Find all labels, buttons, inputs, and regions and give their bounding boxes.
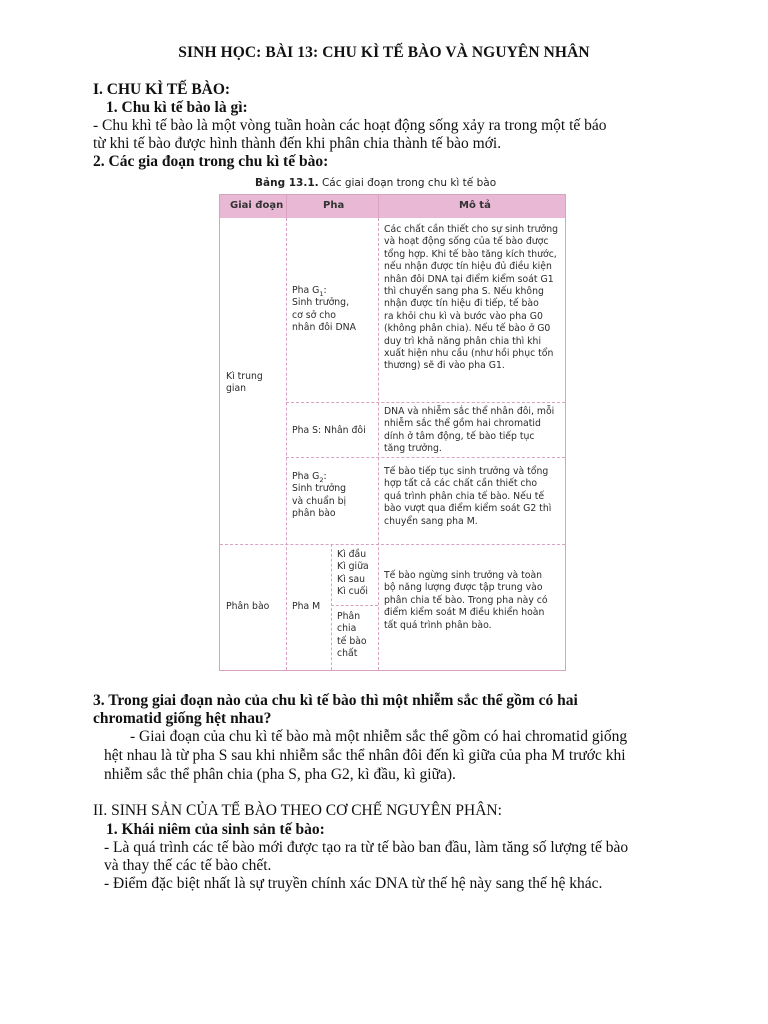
subsection-1-heading: 1. Khái niêm của sinh sản tế bào:	[106, 821, 325, 838]
header-stage: Giai đoạn	[230, 200, 284, 211]
row-divider	[286, 457, 565, 458]
section-heading-mitosis: II. SINH SẢN CỦA TẾ BÀO THEO CƠ CHẾ NGUYÊN PHÂN:	[93, 802, 502, 819]
description-s: DNA và nhiễm sắc thể nhân đôi, mỗi nhiễm sắc thể gồm hai chromatid dính ở tâm động, tế bào tiếp tục tăng trưởng.	[384, 406, 555, 455]
question-3-heading-line-1: 3. Trong giai đoạn nào của chu kì tế bào thì một nhiễm sắc thể gồm có hai	[93, 692, 578, 709]
question-1-answer-line-1: - Chu khì tế bào là một vòng tuần hoàn các hoạt động sống xảy ra trong một tế báo	[93, 117, 607, 134]
mitosis-stages: Kì đầu Kì giữa Kì sau Kì cuối	[337, 549, 369, 598]
cytokinesis: Phân chia tế bào chất	[337, 611, 367, 660]
header-divider	[378, 195, 379, 218]
table-caption-text: Các giai đoạn trong chu kì tế bào	[318, 177, 497, 189]
row-divider	[220, 544, 565, 545]
row-divider	[286, 402, 565, 403]
question-1-answer-line-2: từ khi tế bào được hình thành đến khi phân chia thành tế bào mới.	[93, 135, 502, 152]
section-heading-cell-cycle: I. CHU KÌ TẾ BÀO:	[93, 81, 231, 98]
description-g2: Tế bào tiếp tục sinh trưởng và tổng hợp tất cả các chất cần thiết cho quá trình phân chia tế bào. Nếu tế bào vượt qua điểm kiểm soát G2 thì chuyển sang pha M.	[384, 466, 552, 527]
description-g1: Các chất cần thiết cho sự sinh trưởng và hoạt động sống của tế bào được tổng hợp. Khi tế bào tăng kích thước, nếu nhận được tín hiệu đủ điều kiện nhân đôi DNA tại điểm kiểm soát G1 thì chuyển sang pha S. Nếu không nhận được tín hiệu đi tiếp, tế bào ra khỏi chu kì và bước vào pha G0 (không phân chia). Nếu tế bào ở G0 duy trì khả năng phân chia thì khi xuất hiện nhu cầu (như hồi phục tổn thương) sẽ đi vào pha G1.	[384, 224, 558, 372]
description-m: Tế bào ngừng sinh trưởng và toàn bộ năng lượng được tập trung vào phân chia tế bào. Trong pha này có điểm kiểm soát M điều khiển hoàn tất quá trình phân bào.	[384, 570, 548, 631]
stage-division: Phân bào	[226, 601, 270, 612]
header-description: Mô tả	[459, 200, 491, 211]
stage-interphase: Kì trung gian	[226, 371, 263, 395]
header-phase: Pha	[323, 200, 345, 211]
table-header-row	[220, 195, 565, 218]
cell-cycle-table-figure	[219, 176, 566, 671]
subsection-1-line-1: - Là quá trình các tế bào mới được tạo ra từ tế bào ban đầu, làm tăng số lượng tế bào	[104, 839, 629, 856]
phase-s: Pha S: Nhân đôi	[292, 425, 366, 436]
phase-m: Pha M	[292, 601, 321, 612]
table-caption-number: Bảng 13.1.	[255, 177, 319, 189]
subsection-1-line-3: - Điểm đặc biệt nhất là sự truyền chính xác DNA từ thế hệ này sang thế hệ khác.	[104, 875, 603, 892]
phase-g2: Pha $G_2$: Sinh trưởng và chuẩn bị phân bào	[292, 471, 347, 520]
header-divider	[286, 195, 287, 218]
question-2-heading: 2. Các gia đoạn trong chu kì tế bào:	[93, 153, 329, 170]
question-1-heading: 1. Chu kì tế bào là gì:	[106, 99, 248, 116]
table-caption	[255, 177, 496, 189]
column-divider	[286, 218, 287, 670]
column-divider	[378, 218, 379, 670]
page-title: SINH HỌC: BÀI 13: CHU KÌ TẾ BÀO VÀ NGUYÊN NHÂN	[178, 44, 590, 61]
subsection-1-line-2: và thay thế các tế bào chết.	[104, 857, 272, 874]
question-3-answer-line-3: nhiễm sắc thể phân chia (pha S, pha G2, kì đầu, kì giữa).	[104, 766, 456, 783]
phase-g1: Pha $G_1$: Sinh trưởng, cơ sở cho nhân đôi DNA	[292, 285, 356, 334]
cell-cycle-table	[219, 194, 566, 671]
column-divider	[331, 544, 332, 670]
row-divider	[331, 605, 378, 606]
question-3-answer-line-2: hệt nhau là từ pha S sau khi nhiễm sắc thể nhân đôi đến kì giữa của pha M trước khi	[104, 747, 626, 764]
question-3-answer-line-1: - Giai đoạn của chu kì tế bào mà một nhiễm sắc thể gồm có hai chromatid giống	[130, 728, 628, 745]
question-3-heading-line-2: chromatid giống hệt nhau?	[93, 710, 272, 727]
